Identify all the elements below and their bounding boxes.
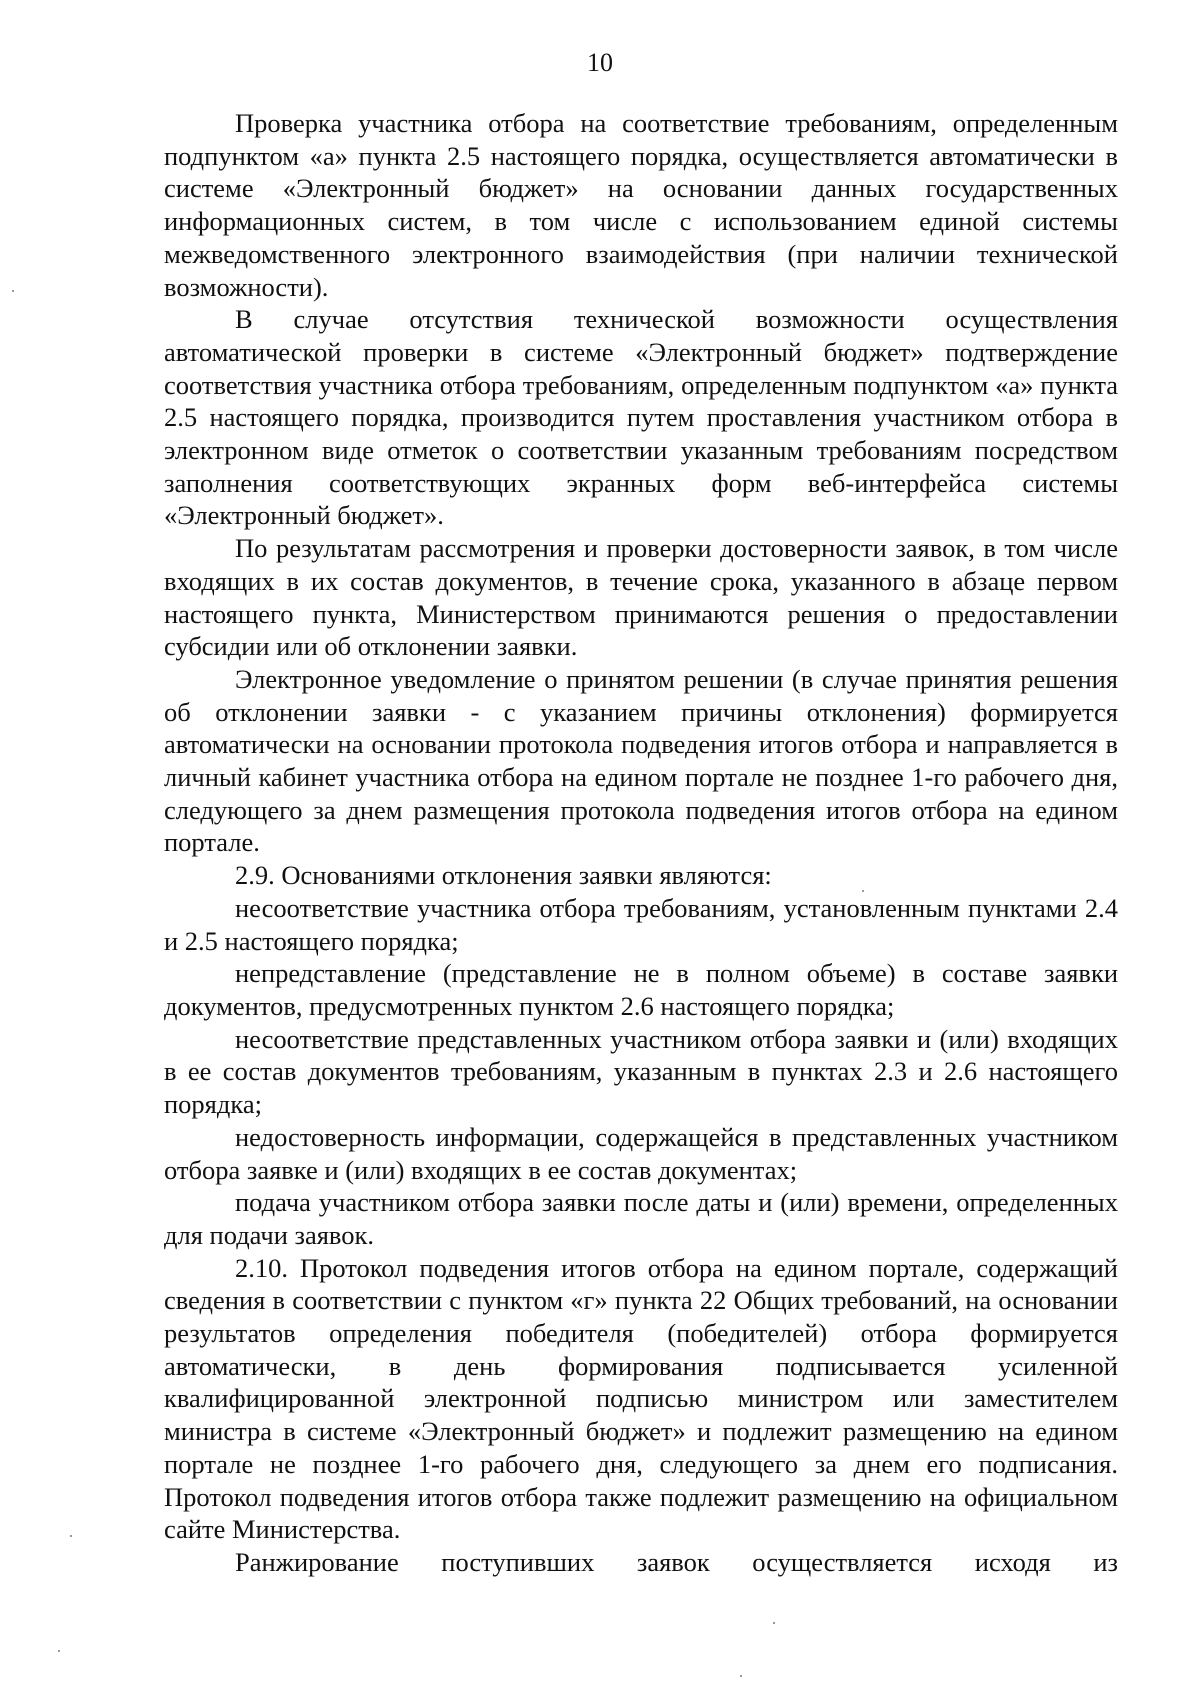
paragraph-rejection-reason-2: непредставление (представление не в полном объеме) в составе заявки документов, предусмотренных пунктом 2.6 настоящего порядка; — [164, 958, 1118, 1021]
paragraph-manual-confirmation: В случае отсутствия технической возможности осуществления автоматической проверки в системе «Электронный бюджет» подтверждение соответствия участника отбора требованиям, определенным подпунктом «а» пункта 2.5 настоящего порядка, производится путем проставления участником отбора в электронном виде отметок о соответствии указанным требованиям посредством заполнения соответствующих экранных форм веб-интерфейса системы «Электронный бюджет». — [164, 304, 1118, 531]
page-number: 10 — [587, 48, 613, 77]
scan-speck — [12, 290, 14, 292]
scan-speck — [773, 1622, 775, 1624]
paragraph-electronic-notice: Электронное уведомление о принятом решении (в случае принятия решения об отклонении заявки - с указанием причины отклонения) формируется автоматически на основании протокола подведения итогов отбора и направляется в личный кабинет участника отбора на едином портале не позднее 1-го рабочего дня, следующего за днем размещения протокола подведения итогов отбора на едином портале. — [164, 663, 1118, 858]
paragraph-section-2-9: 2.9. Основаниями отклонения заявки являются: — [235, 860, 772, 891]
scan-speck — [862, 890, 864, 892]
scan-speck — [70, 1535, 72, 1537]
scan-speck — [740, 1675, 742, 1677]
paragraph-review-decision: По результатам рассмотрения и проверки достоверности заявок, в том числе входящих в их состав документов, в течение срока, указанного в абзаце первом настоящего пункта, Министерством принимаются решения о предоставлении субсидии или об отклонении заявки. — [164, 533, 1118, 662]
paragraph-rejection-reason-3: несоответствие представленных участником отбора заявки и (или) входящих в ее состав документов требованиям, указанным в пунктах 2.3 и 2.6 настоящего порядка; — [164, 1023, 1118, 1120]
paragraph-section-2-10: 2.10. Протокол подведения итогов отбора на едином портале, содержащий сведения в соответствии с пунктом «г» пункта 22 Общих требований, на основании результатов определения победителя (победителей) отбора формируется автоматически, в день формирования подписывается усиленной квалифицированной электронной подписью министром или заместителем министра в системе «Электронный бюджет» и подлежит размещению на едином портале не позднее 1-го рабочего дня, следующего за днем его подписания. Протокол подведения итогов отбора также подлежит размещению на официальном сайте Министерства. — [164, 1252, 1118, 1545]
paragraph-participant-check: Проверка участника отбора на соответствие требованиям, определенным подпунктом «а» пункта 2.5 настоящего порядка, осуществляется автоматически в системе «Электронный бюджет» на основании данных государственных информационных систем, в том числе с использованием единой системы межведомственного электронного взаимодействия (при наличии технической возможности). — [164, 108, 1118, 302]
paragraph-rejection-reason-5: подача участником отбора заявки после даты и (или) времени, определенных для подачи заявок. — [164, 1187, 1118, 1250]
paragraph-rejection-reason-1: несоответствие участника отбора требованиям, установленным пунктами 2.4 и 2.5 настоящего порядка; — [164, 892, 1118, 956]
paragraph-rejection-reason-4: недостоверность информации, содержащейся в представленных участником отбора заявке и (или) входящих в ее состав документах; — [164, 1121, 1118, 1185]
paragraph-ranking: Ранжирование поступивших заявок осуществляется исходя из — [235, 1546, 1118, 1577]
scan-speck — [58, 1650, 60, 1652]
document-body — [164, 107, 1118, 1579]
